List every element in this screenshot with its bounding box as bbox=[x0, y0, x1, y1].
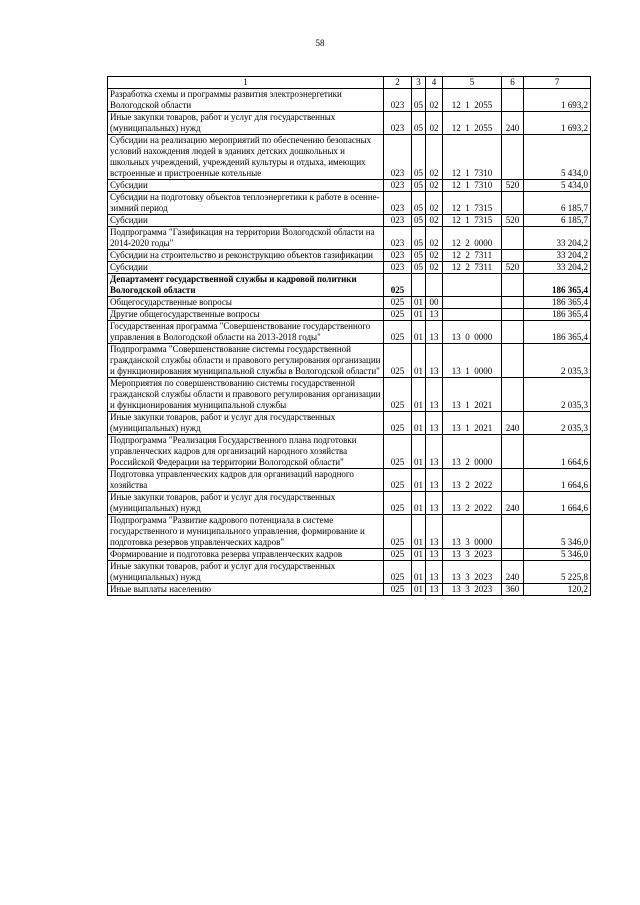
amount-cell: 6 185,7 bbox=[524, 192, 591, 215]
admin-code-cell: 025 bbox=[384, 321, 412, 344]
expense-type-cell bbox=[502, 250, 524, 262]
expense-type-cell: 360 bbox=[502, 584, 524, 596]
target-article-cell bbox=[443, 309, 502, 321]
subsection-cell: 02 bbox=[426, 135, 443, 180]
subsection-cell: 02 bbox=[426, 227, 443, 250]
section-cell: 01 bbox=[412, 378, 426, 412]
section-cell: 01 bbox=[412, 469, 426, 492]
target-article-cell: 13 3 2023 bbox=[443, 584, 502, 596]
admin-code-cell: 023 bbox=[384, 112, 412, 135]
amount-cell: 1 664,6 bbox=[524, 469, 591, 492]
target-article-cell: 13 2 0000 bbox=[443, 435, 502, 469]
table-row bbox=[108, 89, 591, 112]
subsection-cell: 13 bbox=[426, 435, 443, 469]
row-name-cell: Субсидии bbox=[108, 262, 384, 274]
target-article-cell: 13 1 2021 bbox=[443, 412, 502, 435]
row-name-cell: Субсидии bbox=[108, 215, 384, 227]
target-article-cell: 13 3 2023 bbox=[443, 561, 502, 584]
table-row bbox=[108, 192, 591, 215]
admin-code-cell: 025 bbox=[384, 309, 412, 321]
amount-cell: 186 365,4 bbox=[524, 321, 591, 344]
amount-cell: 1 693,2 bbox=[524, 112, 591, 135]
amount-cell: 2 035,3 bbox=[524, 378, 591, 412]
admin-code-cell: 025 bbox=[384, 469, 412, 492]
target-article-cell: 13 3 2023 bbox=[443, 549, 502, 561]
row-name-cell: Субсидии на реализацию мероприятий по обеспечению безопасных условий нахождения людей в зданиях детских дошкольных и школьных учреждений, учреждений культуры и отдыха, имеющих встроенные и пристроенные котельные bbox=[108, 135, 384, 180]
table-row bbox=[108, 492, 591, 515]
target-article-cell: 12 1 2055 bbox=[443, 89, 502, 112]
admin-code-cell: 023 bbox=[384, 262, 412, 274]
admin-code-cell: 023 bbox=[384, 180, 412, 192]
table-row bbox=[108, 250, 591, 262]
section-cell: 01 bbox=[412, 309, 426, 321]
amount-cell: 5 434,0 bbox=[524, 180, 591, 192]
target-article-cell: 12 2 7311 bbox=[443, 262, 502, 274]
table-row bbox=[108, 344, 591, 378]
admin-code-cell: 025 bbox=[384, 549, 412, 561]
section-cell: 01 bbox=[412, 492, 426, 515]
expense-type-cell: 520 bbox=[502, 262, 524, 274]
table-row bbox=[108, 549, 591, 561]
section-cell: 05 bbox=[412, 262, 426, 274]
amount-cell: 1 664,6 bbox=[524, 492, 591, 515]
section-cell: 01 bbox=[412, 412, 426, 435]
target-article-cell: 13 0 0000 bbox=[443, 321, 502, 344]
admin-code-cell: 025 bbox=[384, 274, 412, 297]
section-cell: 05 bbox=[412, 112, 426, 135]
subsection-cell: 13 bbox=[426, 561, 443, 584]
table-row bbox=[108, 321, 591, 344]
subsection-cell: 13 bbox=[426, 469, 443, 492]
amount-cell: 33 204,2 bbox=[524, 262, 591, 274]
amount-cell: 5 346,0 bbox=[524, 549, 591, 561]
subsection-cell: 02 bbox=[426, 112, 443, 135]
expense-type-cell bbox=[502, 89, 524, 112]
table-row bbox=[108, 180, 591, 192]
column-header: 2 bbox=[384, 77, 412, 89]
subsection-cell: 13 bbox=[426, 321, 443, 344]
amount-cell: 2 035,3 bbox=[524, 344, 591, 378]
section-cell: 01 bbox=[412, 321, 426, 344]
amount-cell: 5 225,8 bbox=[524, 561, 591, 584]
expense-type-cell bbox=[502, 227, 524, 250]
amount-cell: 33 204,2 bbox=[524, 250, 591, 262]
admin-code-cell: 025 bbox=[384, 435, 412, 469]
table-row bbox=[108, 561, 591, 584]
row-name-cell: Иные закупки товаров, работ и услуг для государственных (муниципальных) нужд bbox=[108, 492, 384, 515]
amount-cell: 186 365,4 bbox=[524, 274, 591, 297]
page-number: 58 bbox=[315, 38, 325, 48]
row-name-cell: Мероприятия по совершенствованию системы государственной гражданской службы области и правового регулирования организации и функционирования муниципальной службы bbox=[108, 378, 384, 412]
table-row bbox=[108, 469, 591, 492]
subsection-cell: 02 bbox=[426, 180, 443, 192]
admin-code-cell: 023 bbox=[384, 135, 412, 180]
subsection-cell: 02 bbox=[426, 215, 443, 227]
row-name-cell: Субсидии на подготовку объектов теплоэнергетики к работе в осенне-зимний период bbox=[108, 192, 384, 215]
subsection-cell: 13 bbox=[426, 412, 443, 435]
amount-cell: 5 434,0 bbox=[524, 135, 591, 180]
column-header: 4 bbox=[426, 77, 443, 89]
row-name-cell: Департамент государственной службы и кадровой политики Вологодской области bbox=[108, 274, 384, 297]
target-article-cell: 12 1 7310 bbox=[443, 135, 502, 180]
row-name-cell: Государственная программа "Совершенствование государственного управления в Вологодской области на 2013-2018 годы" bbox=[108, 321, 384, 344]
table-row bbox=[108, 309, 591, 321]
admin-code-cell: 025 bbox=[384, 412, 412, 435]
admin-code-cell: 025 bbox=[384, 297, 412, 309]
table-row bbox=[108, 515, 591, 549]
row-name-cell: Иные закупки товаров, работ и услуг для государственных (муниципальных) нужд bbox=[108, 412, 384, 435]
section-cell: 05 bbox=[412, 250, 426, 262]
subsection-cell: 13 bbox=[426, 515, 443, 549]
expense-type-cell bbox=[502, 135, 524, 180]
table-row bbox=[108, 378, 591, 412]
subsection-cell: 13 bbox=[426, 492, 443, 515]
expense-type-cell bbox=[502, 274, 524, 297]
column-header: 1 bbox=[108, 77, 384, 89]
target-article-cell bbox=[443, 274, 502, 297]
column-header: 3 bbox=[412, 77, 426, 89]
table-row bbox=[108, 262, 591, 274]
row-name-cell: Общегосударственные вопросы bbox=[108, 297, 384, 309]
expense-type-cell bbox=[502, 344, 524, 378]
expense-type-cell bbox=[502, 435, 524, 469]
row-name-cell: Другие общегосударственные вопросы bbox=[108, 309, 384, 321]
section-cell: 01 bbox=[412, 549, 426, 561]
table-row bbox=[108, 435, 591, 469]
table-row bbox=[108, 584, 591, 596]
expense-type-cell bbox=[502, 297, 524, 309]
amount-cell: 120,2 bbox=[524, 584, 591, 596]
section-cell: 05 bbox=[412, 227, 426, 250]
column-header: 7 bbox=[524, 77, 591, 89]
target-article-cell: 13 3 0000 bbox=[443, 515, 502, 549]
amount-cell: 5 346,0 bbox=[524, 515, 591, 549]
row-name-cell: Иные закупки товаров, работ и услуг для государственных (муниципальных) нужд bbox=[108, 561, 384, 584]
amount-cell: 1 664,6 bbox=[524, 435, 591, 469]
section-cell: 01 bbox=[412, 584, 426, 596]
subsection-cell: 02 bbox=[426, 262, 443, 274]
table-row bbox=[108, 135, 591, 180]
amount-cell: 1 693,2 bbox=[524, 89, 591, 112]
section-cell: 05 bbox=[412, 89, 426, 112]
expense-type-cell: 240 bbox=[502, 412, 524, 435]
expense-type-cell: 520 bbox=[502, 215, 524, 227]
amount-cell: 6 185,7 bbox=[524, 215, 591, 227]
amount-cell: 186 365,4 bbox=[524, 309, 591, 321]
subsection-cell: 13 bbox=[426, 378, 443, 412]
admin-code-cell: 025 bbox=[384, 492, 412, 515]
row-name-cell: Разработка схемы и программы развития электроэнергетики Вологодской области bbox=[108, 89, 384, 112]
target-article-cell bbox=[443, 297, 502, 309]
table-row bbox=[108, 215, 591, 227]
amount-cell: 186 365,4 bbox=[524, 297, 591, 309]
admin-code-cell: 023 bbox=[384, 89, 412, 112]
subsection-cell: 02 bbox=[426, 250, 443, 262]
table-row bbox=[108, 274, 591, 297]
section-cell: 01 bbox=[412, 344, 426, 378]
table-row bbox=[108, 412, 591, 435]
expense-type-cell: 240 bbox=[502, 492, 524, 515]
expense-type-cell: 240 bbox=[502, 561, 524, 584]
admin-code-cell: 025 bbox=[384, 561, 412, 584]
row-name-cell: Подготовка управленческих кадров для организаций народного хозяйства bbox=[108, 469, 384, 492]
amount-cell: 33 204,2 bbox=[524, 227, 591, 250]
subsection-cell: 13 bbox=[426, 584, 443, 596]
table-row bbox=[108, 297, 591, 309]
section-cell bbox=[412, 274, 426, 297]
budget-table bbox=[107, 76, 591, 596]
admin-code-cell: 023 bbox=[384, 215, 412, 227]
target-article-cell: 12 1 2055 bbox=[443, 112, 502, 135]
admin-code-cell: 023 bbox=[384, 250, 412, 262]
row-name-cell: Подпрограмма "Газификация на территории Вологодской области на 2014-2020 годы" bbox=[108, 227, 384, 250]
target-article-cell: 13 2 2022 bbox=[443, 469, 502, 492]
admin-code-cell: 025 bbox=[384, 515, 412, 549]
subsection-cell bbox=[426, 274, 443, 297]
section-cell: 05 bbox=[412, 180, 426, 192]
target-article-cell: 13 2 2022 bbox=[443, 492, 502, 515]
row-name-cell: Субсидии на строительство и реконструкцию объектов газификации bbox=[108, 250, 384, 262]
section-cell: 01 bbox=[412, 435, 426, 469]
table-row bbox=[108, 112, 591, 135]
expense-type-cell: 520 bbox=[502, 180, 524, 192]
section-cell: 01 bbox=[412, 297, 426, 309]
row-name-cell: Подпрограмма "Развитие кадрового потенциала в системе государственного и муниципального управления, формирование и подготовка резервов управленческих кадров" bbox=[108, 515, 384, 549]
expense-type-cell bbox=[502, 515, 524, 549]
target-article-cell: 12 2 0000 bbox=[443, 227, 502, 250]
admin-code-cell: 023 bbox=[384, 192, 412, 215]
table-header-row bbox=[108, 77, 591, 89]
subsection-cell: 02 bbox=[426, 89, 443, 112]
expense-type-cell bbox=[502, 549, 524, 561]
subsection-cell: 13 bbox=[426, 309, 443, 321]
expense-type-cell bbox=[502, 321, 524, 344]
admin-code-cell: 023 bbox=[384, 227, 412, 250]
target-article-cell: 12 2 7311 bbox=[443, 250, 502, 262]
subsection-cell: 13 bbox=[426, 549, 443, 561]
row-name-cell: Субсидии bbox=[108, 180, 384, 192]
section-cell: 05 bbox=[412, 135, 426, 180]
section-cell: 01 bbox=[412, 561, 426, 584]
subsection-cell: 13 bbox=[426, 344, 443, 378]
amount-cell: 2 035,3 bbox=[524, 412, 591, 435]
row-name-cell: Подпрограмма "Совершенствование системы государственной гражданской службы области и правового регулирования организации и функционирования муниципальной службы в Вологодской области" bbox=[108, 344, 384, 378]
expense-type-cell bbox=[502, 309, 524, 321]
subsection-cell: 00 bbox=[426, 297, 443, 309]
row-name-cell: Подпрограмма "Реализация Государственного плана подготовки управленческих кадров для организаций народного хозяйства Российской Федерации на территории Вологодской области" bbox=[108, 435, 384, 469]
section-cell: 05 bbox=[412, 192, 426, 215]
subsection-cell: 02 bbox=[426, 192, 443, 215]
row-name-cell: Иные закупки товаров, работ и услуг для государственных (муниципальных) нужд bbox=[108, 112, 384, 135]
expense-type-cell: 240 bbox=[502, 112, 524, 135]
column-header: 5 bbox=[443, 77, 502, 89]
table-row bbox=[108, 227, 591, 250]
target-article-cell: 13 1 0000 bbox=[443, 344, 502, 378]
target-article-cell: 13 1 2021 bbox=[443, 378, 502, 412]
table-body bbox=[108, 89, 591, 596]
admin-code-cell: 025 bbox=[384, 344, 412, 378]
row-name-cell: Формирование и подготовка резерва управленческих кадров bbox=[108, 549, 384, 561]
column-header: 6 bbox=[502, 77, 524, 89]
admin-code-cell: 025 bbox=[384, 584, 412, 596]
expense-type-cell bbox=[502, 192, 524, 215]
row-name-cell: Иные выплаты населению bbox=[108, 584, 384, 596]
expense-type-cell bbox=[502, 378, 524, 412]
expense-type-cell bbox=[502, 469, 524, 492]
section-cell: 01 bbox=[412, 515, 426, 549]
admin-code-cell: 025 bbox=[384, 378, 412, 412]
target-article-cell: 12 1 7315 bbox=[443, 215, 502, 227]
section-cell: 05 bbox=[412, 215, 426, 227]
target-article-cell: 12 1 7315 bbox=[443, 192, 502, 215]
target-article-cell: 12 1 7310 bbox=[443, 180, 502, 192]
